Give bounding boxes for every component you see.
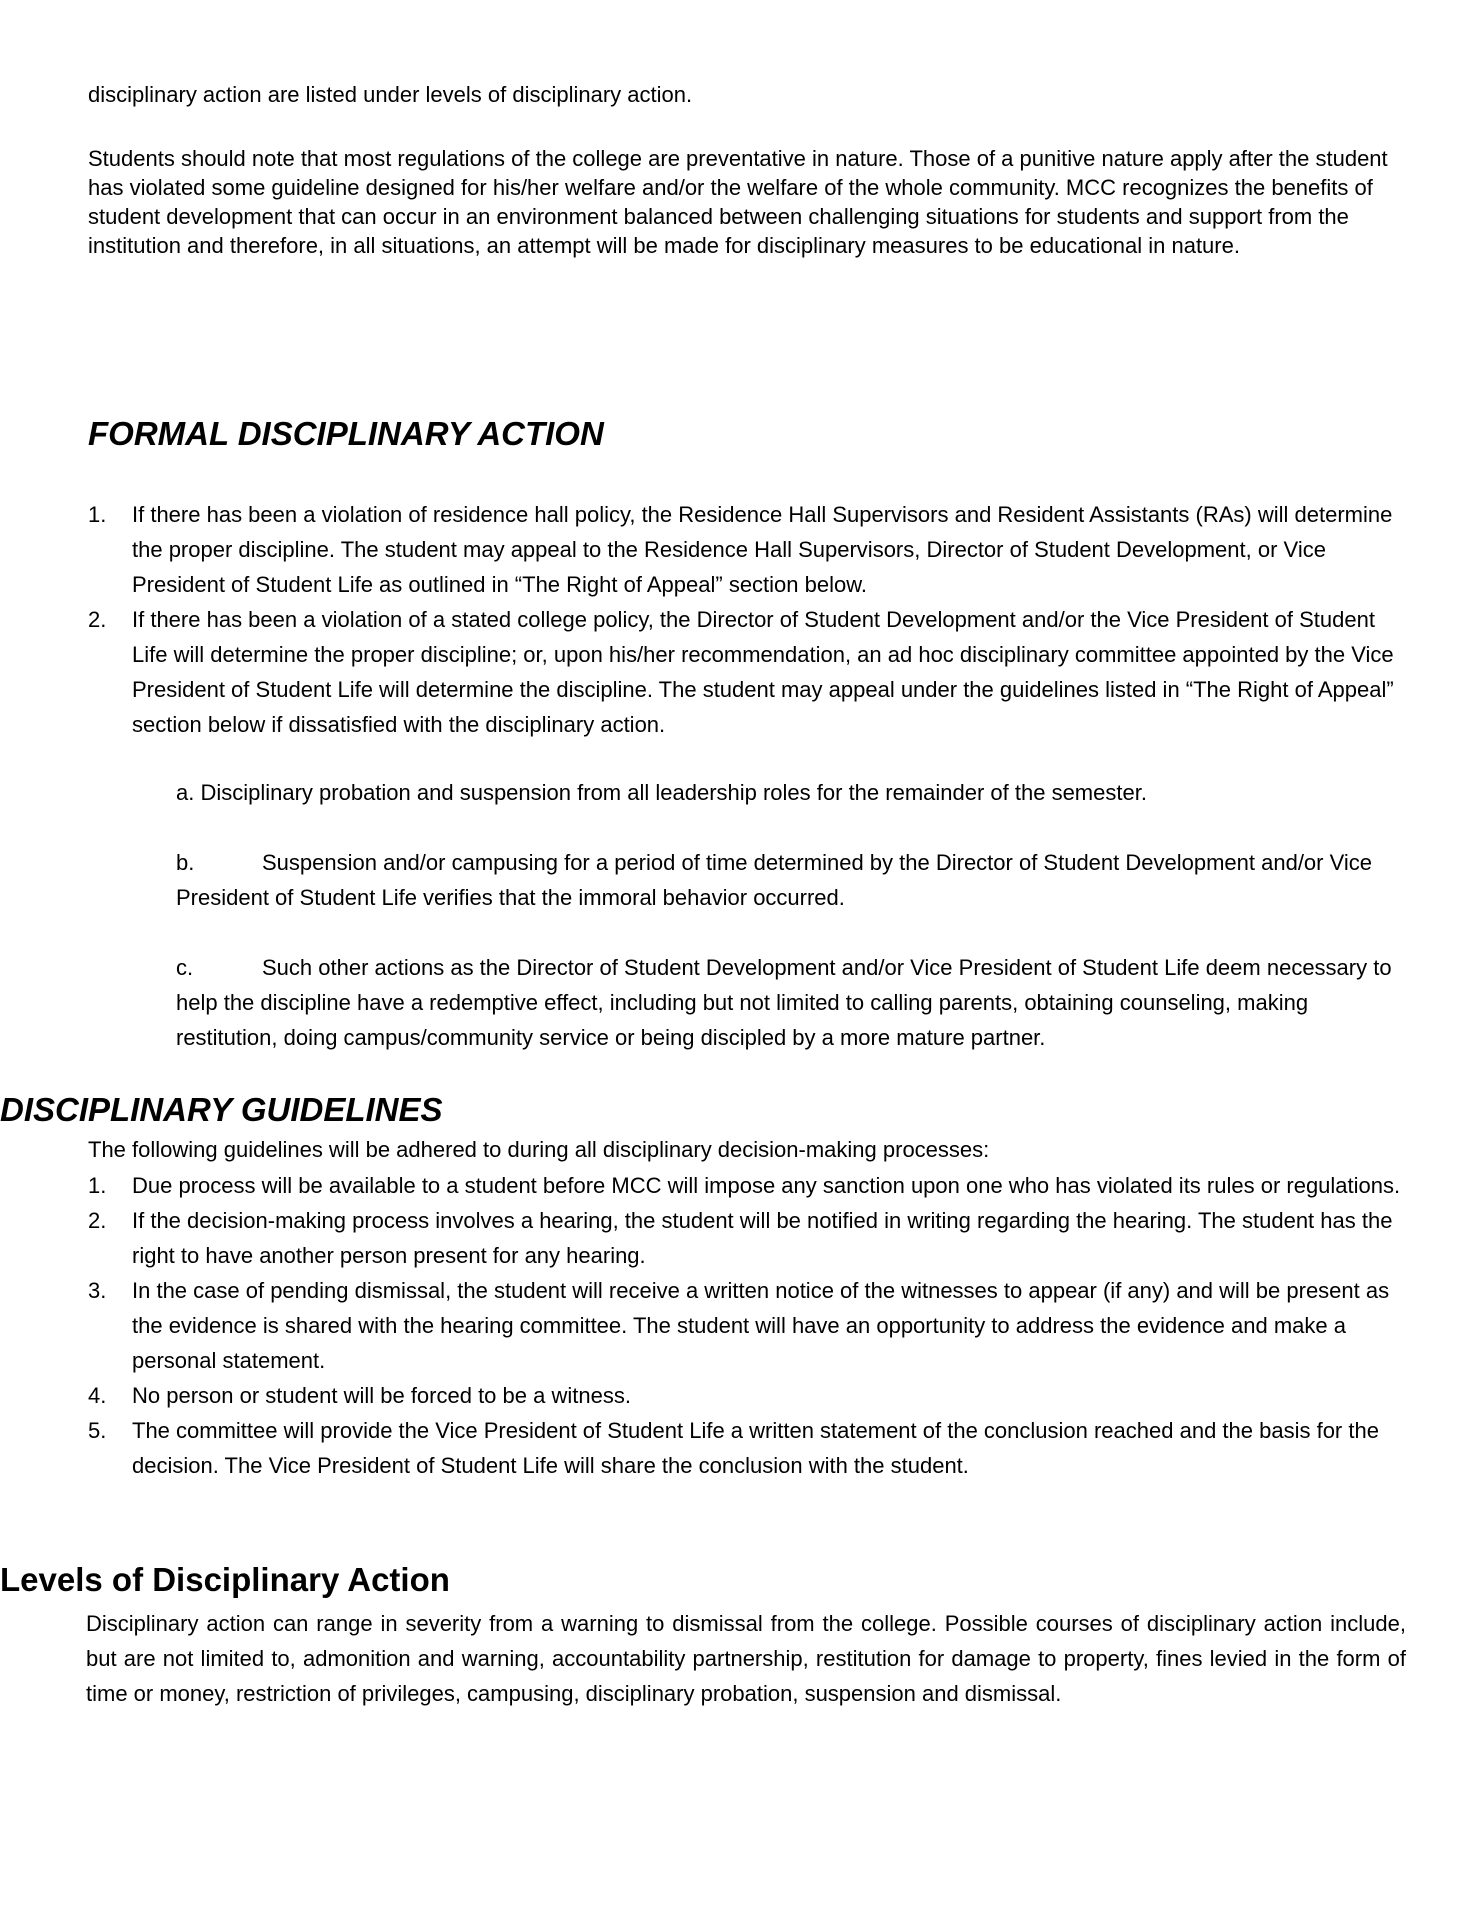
- list-item: [88, 1168, 1408, 1203]
- list-text: No person or student will be forced to be a witness.: [132, 1383, 631, 1408]
- intro-line: disciplinary action are listed under levels of disciplinary action.: [88, 82, 693, 107]
- list-item: [88, 1413, 1408, 1483]
- sub-item-b: [176, 845, 1408, 915]
- list-number: 5.: [88, 1418, 107, 1443]
- list-item: [88, 497, 1408, 602]
- list-text: The committee will provide the Vice President of Student Life a written statement of the conclusion reached and the basis for the decision. The Vice President of Student Life will share the conclusion with the student.: [132, 1418, 1379, 1478]
- sub-item-c: [176, 950, 1408, 1055]
- list-item: [88, 1273, 1408, 1378]
- list-text: If the decision-making process involves a hearing, the student will be notified in writing regarding the hearing. The student has the right to have another person present for any hearing.: [132, 1208, 1393, 1268]
- formal-list: [88, 497, 1408, 742]
- sub-item-label: b.: [176, 850, 195, 875]
- sub-item-text: Suspension and/or campusing for a period of time determined by the Director of Student Development and/or Vice President of Student Life verifies that the immoral behavior occurred.: [176, 850, 1373, 910]
- list-number: 1.: [88, 502, 107, 527]
- list-text: Due process will be available to a student before MCC will impose any sanction upon one who has violated its rules or regulations.: [132, 1173, 1401, 1198]
- guidelines-list: [88, 1168, 1408, 1483]
- list-number: 1.: [88, 1173, 107, 1198]
- list-number: 2.: [88, 1208, 107, 1233]
- list-text: In the case of pending dismissal, the student will receive a written notice of the witnesses to appear (if any) and will be present as the evidence is shared with the hearing committee. The student will have an opportunity to address the evidence and make a personal statement.: [132, 1278, 1390, 1373]
- list-number: 2.: [88, 607, 107, 632]
- list-item: [88, 602, 1408, 742]
- sub-item-text: Such other actions as the Director of Student Development and/or Vice President of Student Life deem necessary to help the discipline have a redemptive effect, including but not limited to calling parents, obtaining counseling, making restitution, doing campus/community service or being discipled by a more mature partner.: [176, 955, 1392, 1050]
- list-number: 3.: [88, 1278, 107, 1303]
- levels-heading: Levels of Disciplinary Action: [0, 1561, 450, 1598]
- list-number: 4.: [88, 1383, 107, 1408]
- sub-item-label: c.: [176, 955, 194, 980]
- sub-item-a: a. Disciplinary probation and suspension from all leadership roles for the remainder of the semester.: [176, 780, 1147, 805]
- guidelines-intro: The following guidelines will be adhered to during all disciplinary decision-making processes:: [88, 1137, 990, 1162]
- guidelines-heading: DISCIPLINARY GUIDELINES: [0, 1091, 443, 1128]
- levels-paragraph: Disciplinary action can range in severity from a warning to dismissal from the college. Possible courses of disciplinary action include, but are not limited to, admonition and warning, accountability partnership, restitution for damage to property, fines levied in the form of time or money, restriction of privileges, campusing, disciplinary probation, suspension and dismissal.: [86, 1611, 1406, 1706]
- list-text: If there has been a violation of residence hall policy, the Residence Hall Supervisors and Resident Assistants (RAs) will determine the proper discipline. The student may appeal to the Residence Hall Supervisors, Director of Student Development, or Vice President of Student Life as outlined in “The Right of Appeal” section below.: [132, 502, 1393, 597]
- formal-heading: FORMAL DISCIPLINARY ACTION: [88, 415, 604, 452]
- list-item: [88, 1378, 1408, 1413]
- intro-paragraph: Students should note that most regulations of the college are preventative in nature. Those of a punitive nature apply after the student has violated some guideline designed for his/her welfare and/or the welfare of the whole community. MCC recognizes the benefits of student development that can occur in an environment balanced between challenging situations for students and support from the institution and therefore, in all situations, an attempt will be made for disciplinary measures to be educational in nature.: [88, 146, 1388, 258]
- list-item: [88, 1203, 1408, 1273]
- list-text: If there has been a violation of a stated college policy, the Director of Student Development and/or the Vice President of Student Life will determine the proper discipline; or, upon his/her recommendation, an ad hoc disciplinary committee appointed by the Vice President of Student Life will determine the discipline. The student may appeal under the guidelines listed in “The Right of Appeal” section below if dissatisfied with the disciplinary action.: [132, 607, 1394, 737]
